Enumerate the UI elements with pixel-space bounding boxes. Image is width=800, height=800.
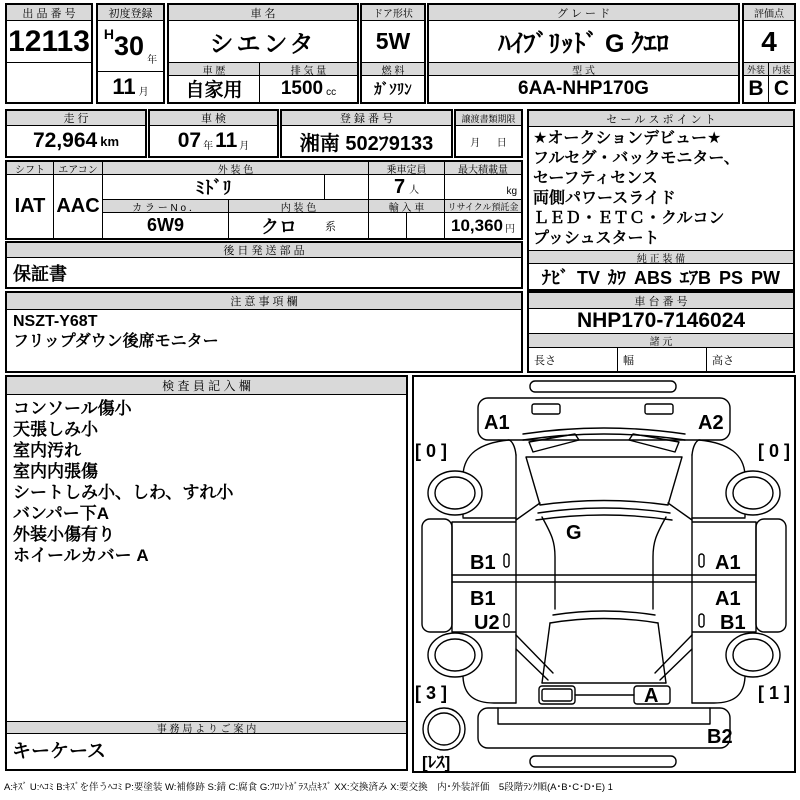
front-trim-bar — [530, 381, 676, 392]
car-name-box — [167, 3, 359, 104]
later-parts-label: 後 日 発 送 部 品 — [7, 243, 521, 258]
car-history-label: 車 歴 — [169, 63, 259, 76]
recycle-deposit-label: リサイクル預託金 — [445, 200, 521, 213]
auction-number-box — [5, 3, 93, 104]
later-parts-box — [5, 241, 523, 289]
capacity-number: 7 — [393, 175, 406, 198]
first-registration-month — [98, 72, 163, 102]
inspector-note-line: シートしみ小、しわ、すれ小 — [13, 483, 234, 502]
chassis-number-label: 車 台 番 号 — [529, 293, 793, 309]
notes-label: 注 意 事 項 欄 — [7, 293, 521, 310]
inspection-month: 11 — [215, 129, 238, 152]
auction-number-value: 12113 — [7, 21, 91, 63]
registration-number-label: 登 録 番 号 — [282, 111, 451, 126]
rear-bumper-inner — [498, 708, 710, 724]
sales-point-line: フルセグ・バックモニター、 — [533, 150, 740, 167]
sales-point-line: 両側パワースライド — [533, 190, 676, 207]
spare-tire-icon — [428, 713, 460, 745]
mileage-box — [5, 109, 147, 158]
rear-trim-bar — [530, 756, 676, 767]
mileage-label: 走 行 — [7, 111, 145, 126]
door-handle — [699, 614, 704, 627]
office-info-value: キーケース — [12, 741, 107, 762]
office-info-label: 事 務 局 よ り ご 案 内 — [7, 721, 406, 734]
inspector-notes-box — [5, 375, 408, 771]
mileage-value — [7, 126, 145, 156]
inspection-year-unit: 年 — [203, 141, 214, 152]
transfer-month: 月 — [470, 137, 481, 149]
door-handle — [504, 554, 509, 567]
import-car-cell-1 — [369, 213, 407, 238]
shift-label: シフト — [7, 162, 54, 175]
front-grille-left — [532, 404, 560, 414]
tire-label-spare: [ﾚｽ] — [422, 753, 451, 771]
damage-label-left-rear-lower: U2 — [474, 612, 500, 634]
notes-line: NSZT-Y68T — [13, 313, 98, 330]
fuel-label: 燃 料 — [362, 63, 424, 76]
aircon-label: エアコン — [54, 162, 103, 175]
exterior-grade-value: B — [748, 76, 764, 100]
first-registration-box — [96, 3, 165, 104]
damage-label-right-rear-lower: B1 — [720, 612, 746, 634]
displacement-unit: cc — [326, 87, 337, 98]
capacity-value — [369, 175, 445, 200]
model-code-label: 型 式 — [429, 63, 738, 76]
cowl-line — [523, 428, 685, 434]
tire-label-front-right: [ 0 ] — [758, 441, 791, 461]
car-history-cell — [169, 63, 260, 102]
a-pillar-left — [516, 503, 540, 520]
exterior-color-extra-cell — [325, 175, 369, 200]
spare-tire-icon — [423, 708, 465, 750]
inspector-note-line: コンソール傷小 — [13, 399, 132, 418]
cabin-side-left — [542, 517, 555, 609]
displacement-value — [260, 76, 357, 101]
sales-points-label: セ ー ル ス ポ イ ン ト — [529, 111, 793, 127]
era-letter: H — [103, 26, 115, 42]
transfer-deadline-value — [456, 126, 521, 156]
wheel-rear-left-icon — [435, 639, 475, 671]
tailgate-side-right — [658, 623, 666, 683]
damage-label-right-rear-door: A1 — [715, 588, 741, 610]
inspection-box — [148, 109, 279, 158]
color-no-value: 6W9 — [103, 213, 229, 238]
first-registration-year — [98, 21, 163, 72]
sales-points-box — [527, 109, 795, 291]
inspection-label: 車 検 — [150, 111, 277, 126]
specs-label: 諸 元 — [529, 334, 793, 348]
door-shape-box — [360, 3, 426, 104]
notes-box — [5, 291, 523, 373]
displacement-number: 1500 — [280, 77, 324, 99]
color-no-label: カ ラ ー N o ． — [103, 200, 229, 213]
rear-bumper-shape — [478, 708, 730, 748]
inspector-note-line: ホイールカバー A — [13, 546, 149, 565]
fender-top-right — [692, 440, 699, 455]
notes-line: フリップダウン後席モニター — [13, 333, 219, 350]
sales-point-line: セーフティセンス — [533, 170, 658, 187]
oem-equipment-label: 純 正 装 備 — [529, 250, 793, 264]
inspector-notes-label: 検 査 員 記 入 欄 — [7, 377, 406, 395]
roof-front-arc — [538, 508, 670, 513]
first-registration-label: 初度登録 — [98, 5, 163, 21]
recycle-deposit-value — [445, 213, 521, 238]
damage-label-left-rear-door: B1 — [470, 588, 496, 610]
auction-number-label: 出 品 番 号 — [7, 5, 91, 21]
side-sill-left — [422, 519, 452, 632]
damage-label-windshield: G — [566, 522, 582, 544]
grade-label: グ レ ー ド — [429, 5, 738, 21]
first-reg-month-value: 11 — [112, 74, 136, 99]
damage-label-right-front-door: A1 — [715, 552, 741, 574]
exterior-color-label: 外 装 色 — [103, 162, 369, 175]
import-car-label: 輸 入 車 — [369, 200, 445, 213]
tire-label-rear-left: [ 3 ] — [415, 683, 448, 703]
interior-color-value — [229, 213, 369, 238]
grade-box — [427, 3, 740, 104]
sales-point-line: プッシュスタート — [533, 230, 660, 247]
import-car-cell-2 — [407, 213, 445, 238]
mileage-unit: km — [100, 133, 120, 149]
inspection-month-unit: 月 — [239, 141, 250, 152]
door-handle — [699, 554, 704, 567]
month-unit: 月 — [138, 87, 149, 98]
damage-label-tailgate: A — [644, 685, 659, 707]
inspector-note-line: 室内内張傷 — [13, 462, 98, 481]
car-top-view — [414, 377, 794, 771]
side-sill-right — [756, 519, 786, 632]
tailgate-plate-left-inner — [542, 689, 572, 701]
car-damage-diagram — [412, 375, 796, 773]
score-label: 評価点 — [744, 5, 794, 21]
exterior-grade-cell — [744, 63, 769, 102]
damage-label-front-bumper-right: A2 — [698, 412, 724, 434]
door-shape-label: ドア形状 — [362, 5, 424, 21]
damage-label-rear-bumper: B2 — [707, 726, 733, 748]
interior-grade-cell — [769, 63, 794, 102]
grade-value: ﾊｲﾌﾞﾘｯﾄﾞ G ｸｴﾛ — [429, 21, 738, 63]
registration-number-value: 湘南 502ﾌ9133 — [299, 132, 434, 155]
fender-top-left — [509, 440, 516, 455]
a-pillar-right — [668, 503, 692, 520]
inspector-note-line: 天張しみ小 — [13, 420, 98, 439]
shift-value: IAT — [7, 175, 54, 238]
door-handle — [504, 614, 509, 627]
displacement-label: 排 気 量 — [260, 63, 357, 76]
front-grille-right — [645, 404, 673, 414]
car-history-value: 自家用 — [185, 80, 243, 101]
inspection-value — [150, 126, 277, 156]
spec-height-label: 高さ — [712, 354, 734, 367]
spec-width-label: 幅 — [618, 348, 707, 371]
model-code-value: 6AA-NHP170G — [518, 77, 649, 99]
inspection-year: 07 — [177, 129, 202, 152]
rear-window-arc — [550, 619, 658, 624]
transfer-deadline-box — [454, 109, 523, 158]
interior-color-name: クロ — [261, 216, 297, 237]
interior-grade-value: C — [773, 76, 790, 100]
mileage-number: 72,964 — [32, 129, 98, 152]
tailgate-side-left — [542, 623, 550, 683]
inspector-note-line: 室内汚れ — [13, 441, 81, 460]
registration-number-box — [280, 109, 453, 158]
tire-label-rear-right: [ 1 ] — [758, 683, 791, 703]
tire-label-front-left: [ 0 ] — [415, 441, 448, 461]
color-spec-grid — [5, 160, 523, 240]
max-load-value: kg — [445, 175, 521, 200]
inspector-note-line: 外装小傷有り — [13, 525, 115, 544]
year-unit: 年 — [147, 55, 158, 66]
chassis-number-box — [527, 291, 795, 373]
max-load-label: 最大積載量 — [445, 162, 521, 175]
damage-label-left-front-door: B1 — [470, 552, 496, 574]
recycle-number: 10,360 — [451, 215, 503, 235]
displacement-cell — [260, 63, 357, 102]
aircon-value: AAC — [54, 175, 103, 238]
interior-color-suffix: 系 — [325, 220, 336, 233]
capacity-unit: 人 — [409, 185, 420, 196]
interior-grade-label: 内装 — [769, 63, 794, 76]
inspector-note-line: バンパー下A — [13, 504, 110, 523]
transfer-deadline-label: 譲渡書類期限 — [456, 111, 521, 126]
capacity-label: 乗車定員 — [369, 162, 445, 175]
exterior-grade-label: 外装 — [744, 63, 768, 76]
roof-front-arc — [536, 515, 672, 520]
wheel-front-left-icon — [435, 477, 475, 509]
later-parts-value: 保証書 — [13, 263, 67, 284]
oem-equipment-value: ﾅﾋﾞ TV ｶﾜ ABS ｴｱB PS PW — [541, 268, 781, 288]
wheel-rear-right-icon — [733, 639, 773, 671]
car-name-value: シエンタ — [169, 21, 357, 63]
door-shape-value: 5W — [362, 21, 424, 63]
wheel-front-right-icon — [733, 477, 773, 509]
cabin-side-right — [653, 517, 666, 609]
spec-length-label: 長さ — [529, 348, 618, 371]
score-box — [742, 3, 796, 104]
exterior-color-value: ﾐﾄﾞﾘ — [103, 175, 325, 200]
legend-footer: A:ｷｽﾞ U:ﾍｺﾐ B:ｷｽﾞを伴うﾍｺﾐ P:要塗装 W:補修跡 S:錆 C:腐食 G:ﾌﾛﾝﾄｶﾞﾗｽ点ｷｽﾞ XX:交換済み X:要交換 内･外装評価 5段階ﾗﾝｸ順(A･B･C･D･E) 1 — [4, 782, 613, 793]
windshield-shape — [526, 457, 682, 505]
damage-label-front-bumper-left: A1 — [484, 412, 510, 434]
fuel-value: ｶﾞｿﾘﾝ — [374, 81, 412, 98]
transfer-day: 日 — [496, 137, 507, 149]
interior-color-label: 内 装 色 — [229, 200, 369, 213]
sales-point-line: ＬＥＤ・ＥＴＣ・クルコン — [533, 210, 725, 227]
car-name-label: 車 名 — [169, 5, 357, 21]
chassis-number-value: NHP170-7146024 — [529, 309, 793, 334]
rear-window-arc — [553, 611, 655, 615]
first-reg-year-value: 30 — [114, 30, 145, 61]
score-value: 4 — [744, 21, 794, 63]
sales-point-line: ★オークションデビュー★ — [533, 130, 722, 147]
recycle-unit: 円 — [505, 224, 515, 235]
